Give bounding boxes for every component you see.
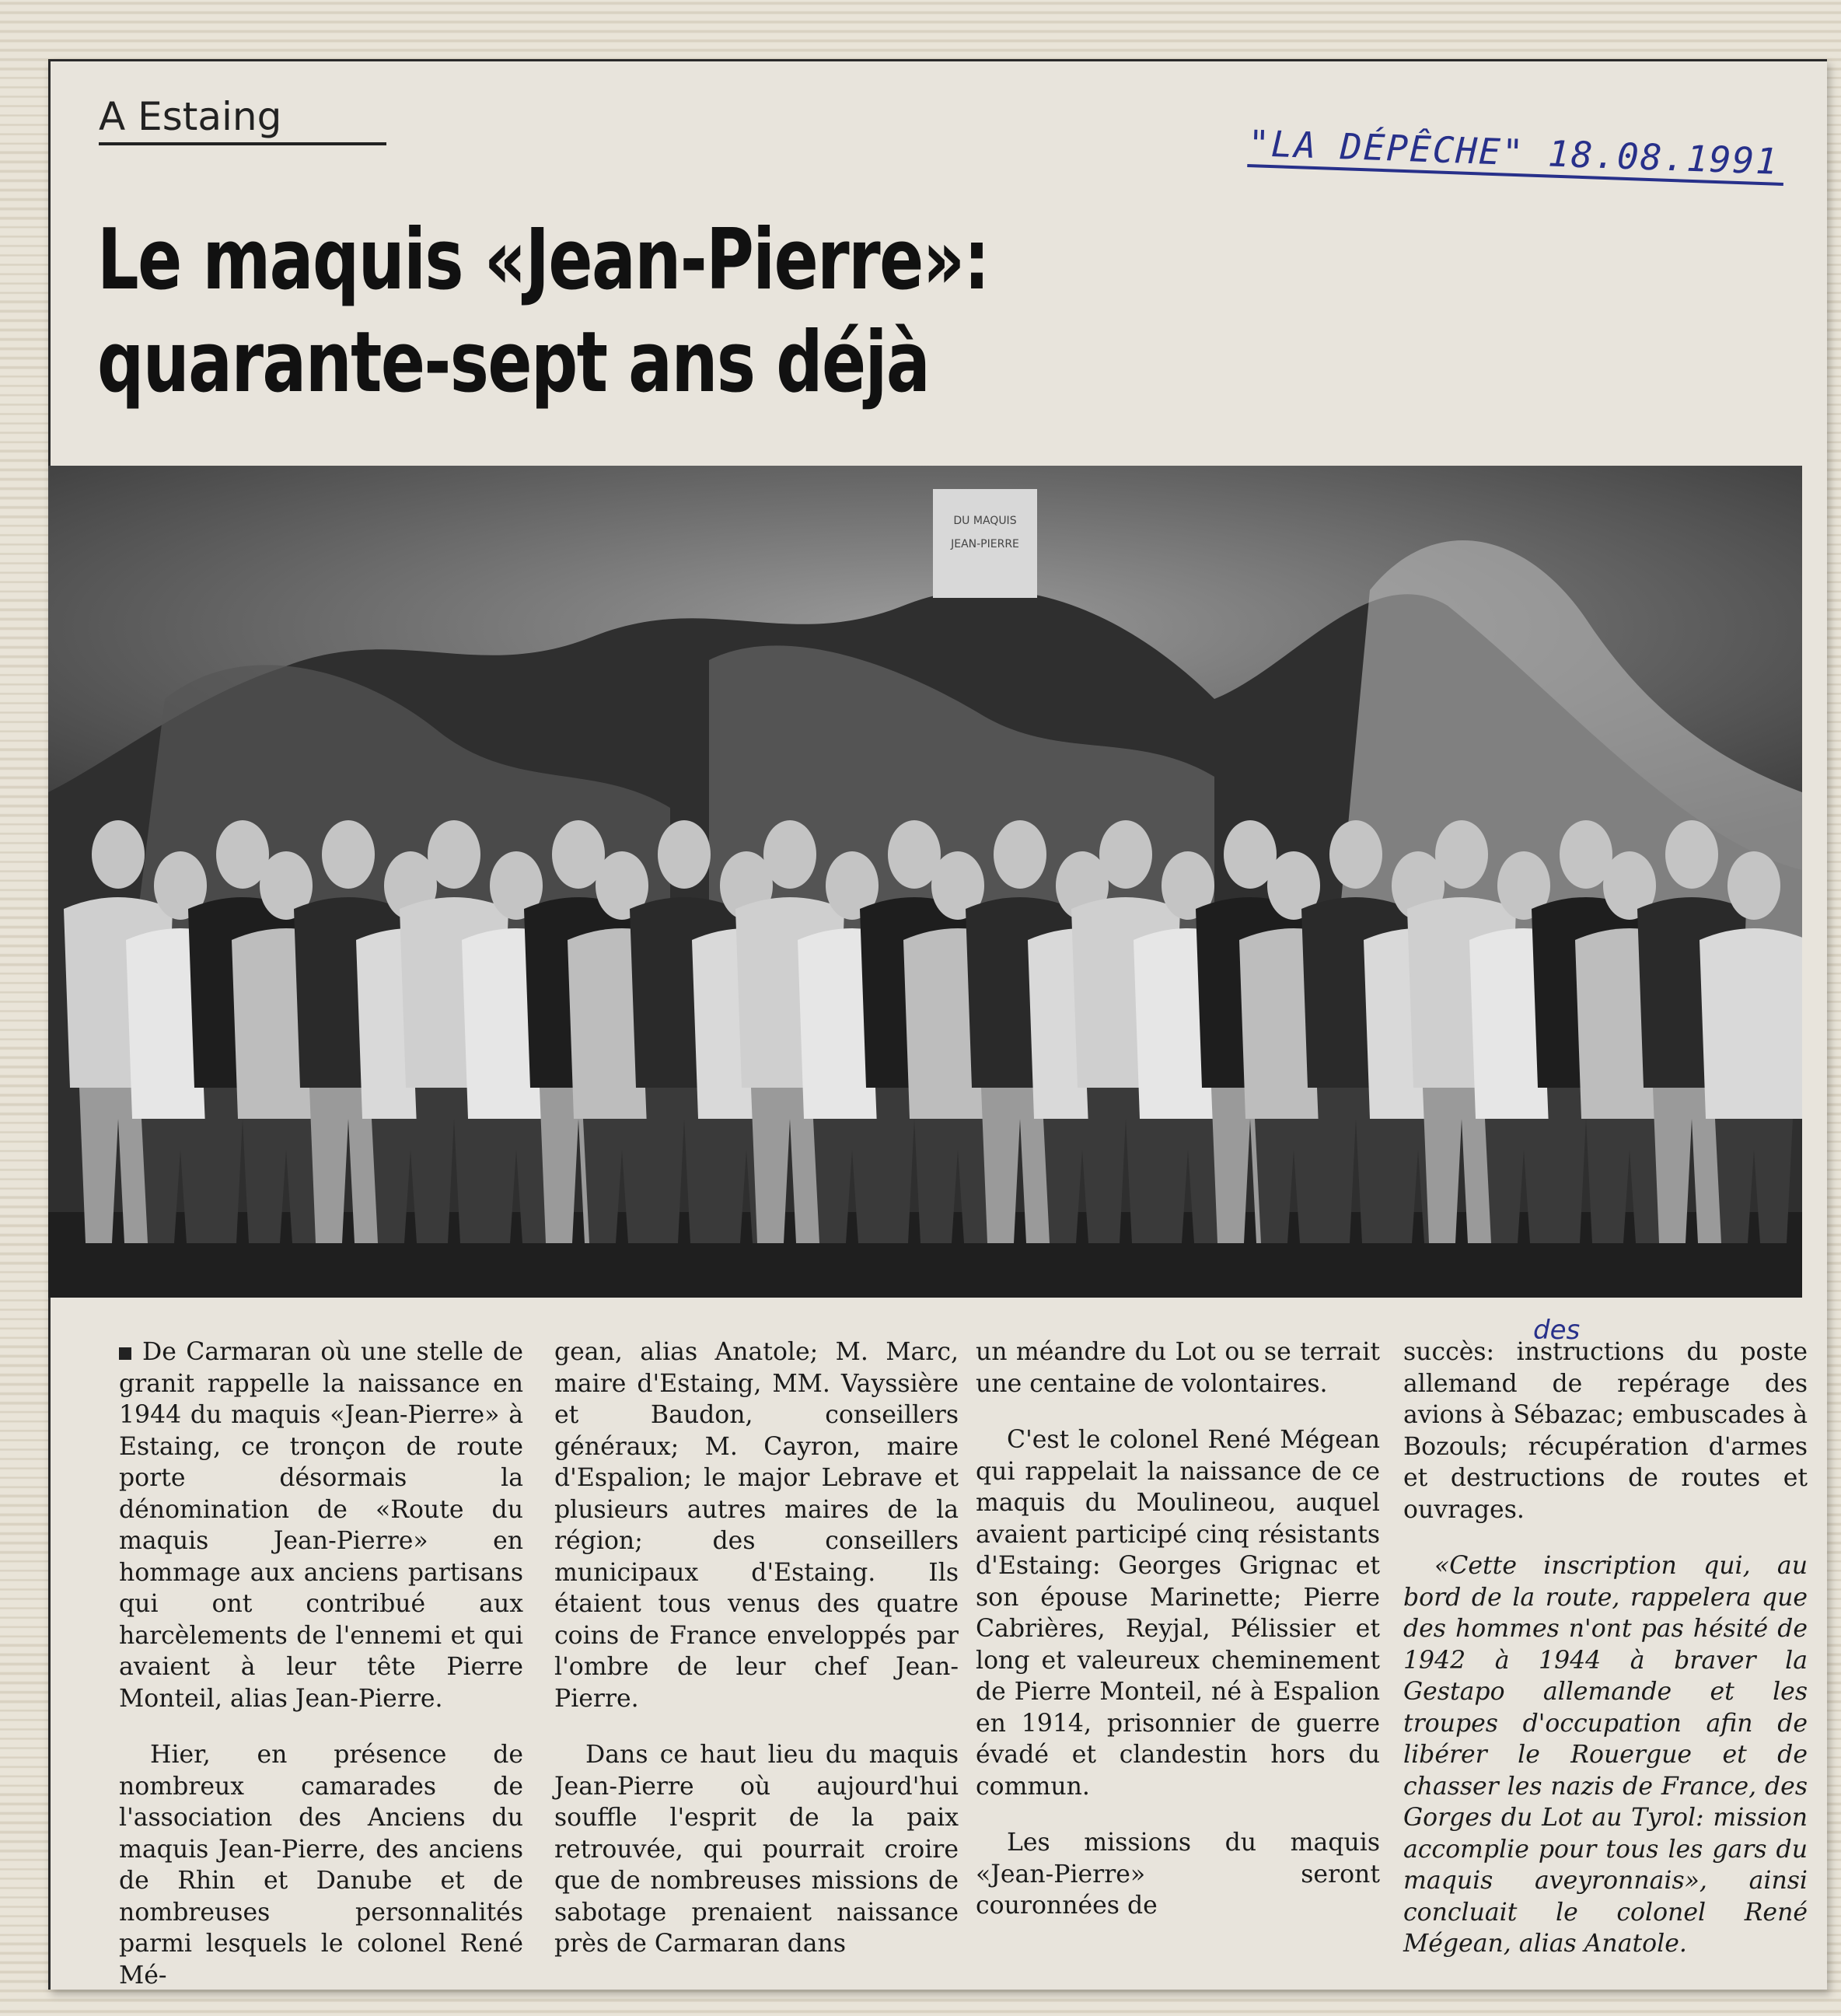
col3-paragraph-1: un méandre du Lot ou se terrait une centaine de volontaires. — [976, 1338, 1380, 1398]
article-column-3 — [976, 1336, 1380, 1947]
person-head — [1665, 820, 1718, 889]
col4-paragraph-2: «Cette inscription qui, au bord de la route, rappelera que des hommes n'ont pas hésité de 1942 à 1944 à braver la Gestapo allemande et les troupes d'occupation afin de libérer le Rouergue et de chasser les nazis de France, des Gorges du Lot au Tyrol: mission accomplie pour tous les gars du maquis aveyronnais», ainsi concluait le colonel René Mégean, alias Anatole. — [1403, 1552, 1808, 1958]
person-head — [763, 820, 816, 889]
person-head — [92, 820, 145, 889]
bullet-square-icon — [119, 1347, 131, 1360]
newspaper-clipping — [48, 59, 1827, 1990]
col1-paragraph-1-text: De Carmaran où une stelle de granit rappelle la naissance en 1944 du maquis «Jean-Pierre» à Estaing, ce tronçon de route porte désormais la dénomination de «Route du maquis Jean-Pierre» en hommage aux anciens partisans qui ont contribué aux harcèlements de l'ennemi et qui avaient à leur tête Pierre Monteil, alias Jean-Pierre. — [119, 1338, 523, 1713]
person-head — [658, 820, 711, 889]
col4-paragraph-1: succès: instructions du poste allemand de repérage des avions à Sébazac; embuscades à Bozouls; récupération d'armes et destructions de routes et ouvrages. — [1403, 1338, 1808, 1524]
person-head — [1329, 820, 1382, 889]
group-photo-illustration — [48, 466, 1802, 1298]
article-body — [51, 1315, 1827, 1990]
headline — [97, 209, 1007, 414]
col2-paragraph-2: Dans ce haut lieu du maquis Jean-Pierre où aujourd'hui souffle l'esprit de la paix retrouvée, qui pourrait croire que de nombreuses missions de sabotage prenaient naissance près de Carmaran dans — [554, 1741, 959, 1958]
person-body — [1700, 928, 1802, 1119]
person-head — [322, 820, 375, 889]
handwritten-source-date: "LA DÉPÊCHE" 18.08.1991 — [1247, 122, 1785, 186]
person-head — [1435, 820, 1488, 889]
article-column-2 — [554, 1336, 959, 1985]
person-head — [1727, 851, 1780, 920]
col3-paragraph-2: C'est le colonel René Mégean qui rappelait la naissance de ce maquis du Moulineou, auquel avaient participé cinq résistants d'Estaing: Georges Grignac et son épouse Marinette; Pierre Cabrières, Reyjal, Pélissier et long et valeureux cheminement de Pierre Monteil, né à Espalion en 1914, prisonnier de guerre évadé et clandestin hors du commun. — [976, 1426, 1380, 1801]
article-column-4 — [1403, 1336, 1808, 1985]
handwritten-correction: des — [1533, 1315, 1581, 1346]
group-photo — [48, 466, 1802, 1298]
col1-paragraph-2: Hier, en présence de nombreux camarades de l'association des Anciens du maquis Jean-Pierre, des anciens de Rhin et Danube et de nombreuses personnalités parmi lesquels le colonel René Mé- — [119, 1741, 523, 1990]
person-head — [1099, 820, 1152, 889]
article-column-1 — [119, 1336, 523, 2016]
memorial-sign-text-1: DU MAQUIS — [953, 515, 1017, 527]
col1-paragraph-1 — [119, 1336, 523, 1714]
person-head — [428, 820, 480, 889]
headline-line-2: quarante-sept ans déjà — [97, 314, 930, 411]
memorial-sign-text-2: JEAN-PIERRE — [951, 538, 1019, 550]
section-kicker: A Estaing — [99, 94, 386, 145]
col2-paragraph-1: gean, alias Anatole; M. Marc, maire d'Estaing, MM. Vayssière et Baudon, conseillers généraux; M. Cayron, maire d'Espalion; le major Lebrave et plusieurs autres maires de la région; des conseillers municipaux d'Estaing. Ils étaient tous venus des quatre coins de France enveloppés par l'ombre de leur chef Jean-Pierre. — [554, 1338, 959, 1713]
person-head — [994, 820, 1046, 889]
headline-line-1: Le maquis «Jean-Pierre»: — [97, 211, 989, 309]
col3-paragraph-3: Les missions du maquis «Jean-Pierre» seront couronnées de — [976, 1829, 1380, 1920]
